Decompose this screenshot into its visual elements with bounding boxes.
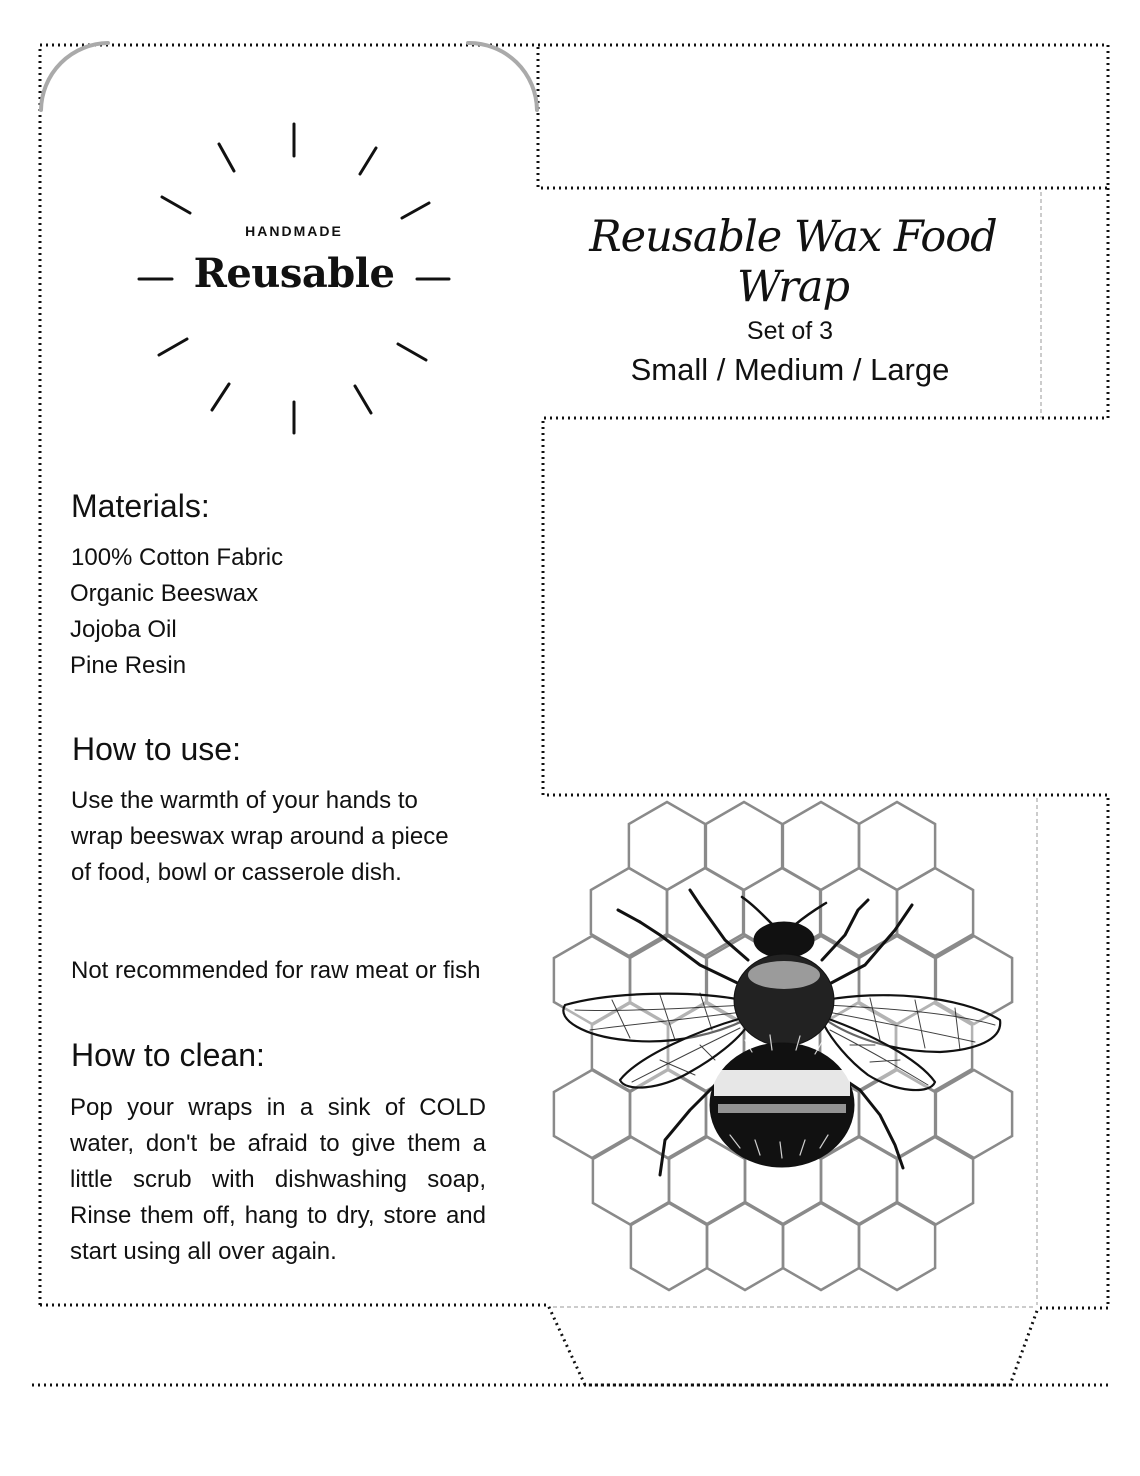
honeycomb-cell (859, 802, 935, 890)
honeycomb-cell (631, 1202, 707, 1290)
honeycomb-cell (859, 1202, 935, 1290)
how-to-clean-instructions: Pop your wraps in a sink of COLD water, don't be afraid to give them a little scrub with dishwashing soap, Rinse them off, hang to dry, store and start using all over again. (70, 1094, 486, 1265)
materials-item: Organic Beeswax (70, 580, 259, 607)
corner-arcs (41, 43, 537, 110)
materials-item: 100% Cotton Fabric (71, 544, 284, 571)
honeycomb-cell (629, 802, 705, 890)
product-title: Reusable Wax Food Wrap (589, 212, 997, 312)
badge-handmade-text: HANDMADE (245, 223, 343, 239)
product-subtitle: Set of 3 (746, 317, 834, 345)
honeycomb-cell (783, 1202, 859, 1290)
honeycomb-cell (707, 1202, 783, 1290)
how-to-clean-heading: How to clean: (71, 1037, 265, 1073)
honeycomb-cell (783, 802, 859, 890)
badge-reusable-text: Reusable (193, 250, 395, 297)
materials-item: Pine Resin (70, 652, 187, 679)
materials-item: Jojoba Oil (70, 616, 177, 643)
materials-heading: Materials: (71, 488, 210, 524)
how-to-use-heading: How to use: (72, 731, 241, 767)
honeycomb-cell (706, 802, 782, 890)
product-sizes: Small / Medium / Large (630, 352, 950, 387)
how-to-use-instructions: Use the warmth of your hands to wrap beeswax wrap around a piece of food, bowl or casserole dish. (71, 787, 449, 886)
how-to-use-warning: Not recommended for raw meat or fish (71, 957, 481, 984)
